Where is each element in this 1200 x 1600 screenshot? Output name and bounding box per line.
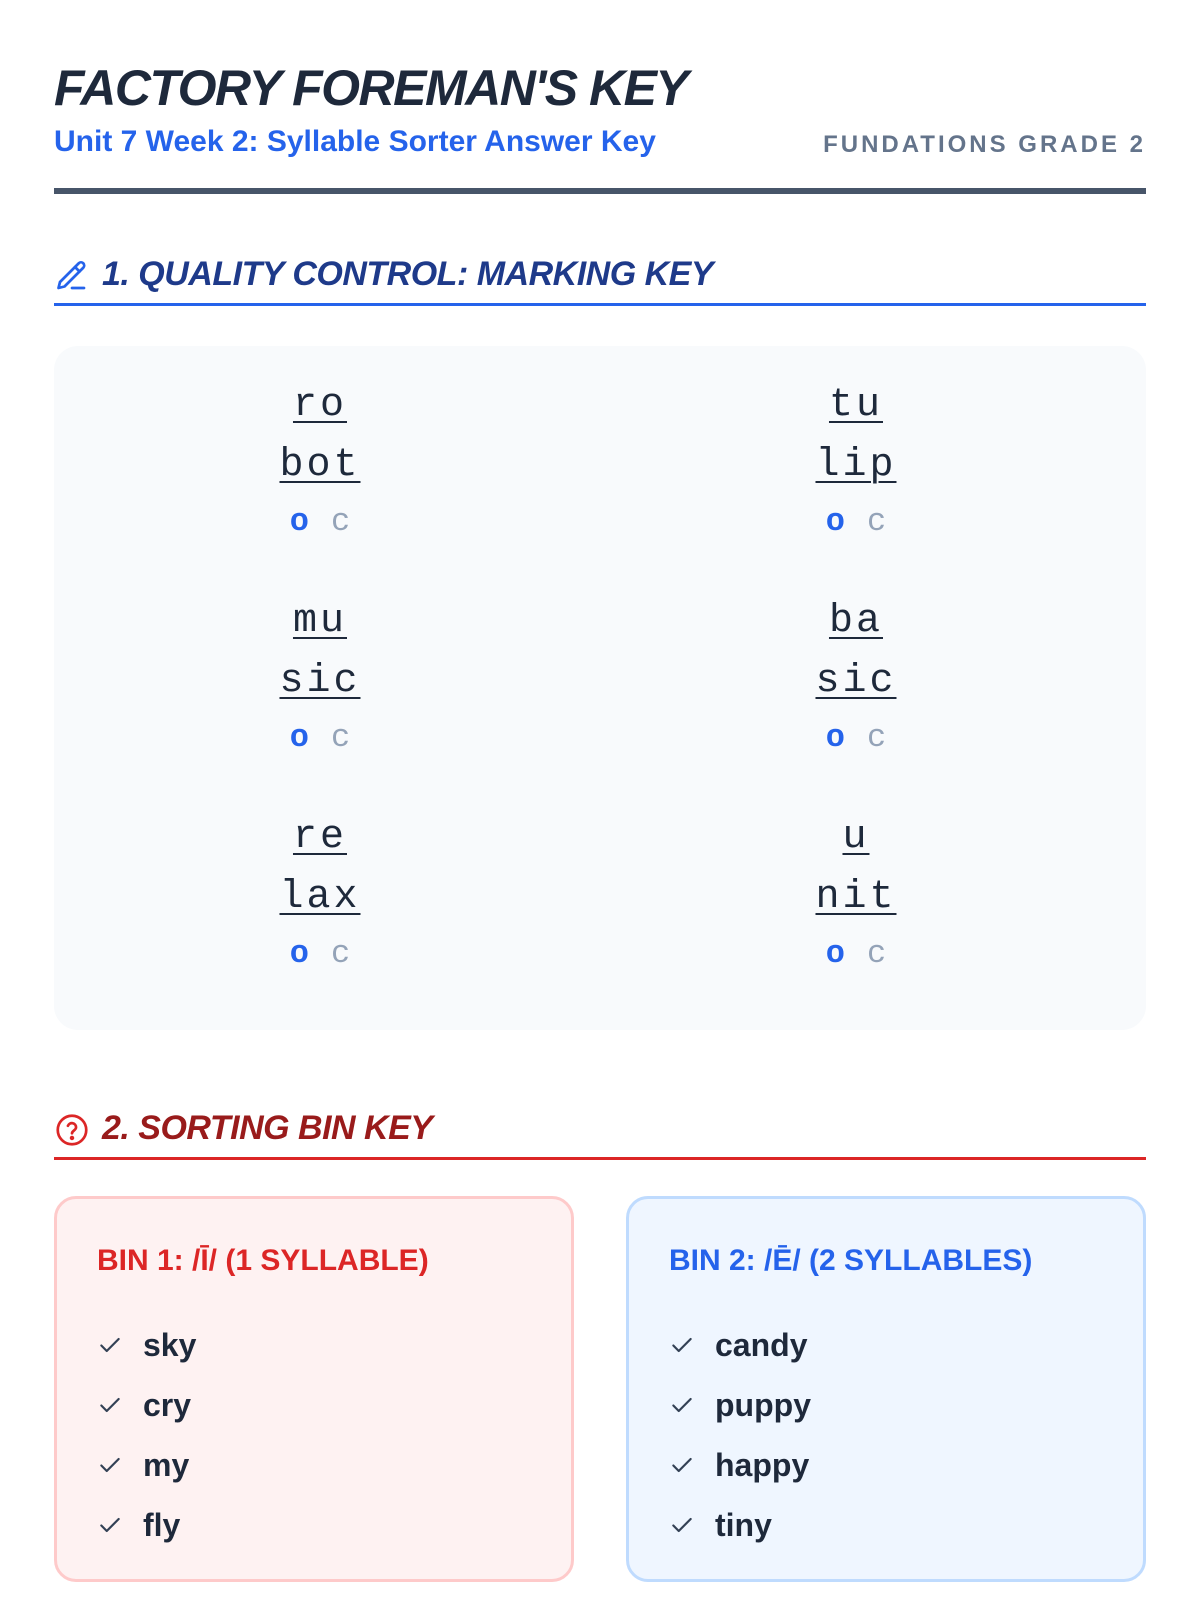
word-label: sky <box>143 1327 197 1363</box>
syllable-type-marks <box>220 502 420 542</box>
word-label: tiny <box>715 1507 772 1543</box>
syllable-type-marks <box>220 718 420 758</box>
open-mark: o <box>825 935 845 972</box>
answer-key-page <box>54 0 1146 1600</box>
closed-mark: c <box>867 503 887 540</box>
list-item <box>669 1495 811 1555</box>
syllable-type-marks <box>756 934 956 974</box>
bin-title: BIN 2: /Ē/ (2 SYLLABLES) <box>669 1244 1033 1277</box>
word-card <box>220 808 420 974</box>
word-label: happy <box>715 1447 810 1483</box>
syllable-type-marks <box>756 502 956 542</box>
word-card <box>220 376 420 542</box>
curriculum-label: FUNDATIONS GRADE 2 <box>823 131 1146 158</box>
syllable-1: ro <box>292 383 347 428</box>
closed-mark: c <box>331 719 351 756</box>
list-item <box>97 1495 196 1555</box>
word-card <box>756 376 956 542</box>
list-item <box>97 1435 196 1495</box>
syllable-1: re <box>292 815 347 860</box>
open-mark: o <box>825 719 845 756</box>
checkmark-icon <box>669 1392 695 1418</box>
open-mark: o <box>289 935 309 972</box>
word-label: candy <box>715 1327 808 1363</box>
syllable-type-marks <box>756 718 956 758</box>
syllable-2: bot <box>279 443 361 488</box>
checkmark-icon <box>669 1512 695 1538</box>
help-circle-icon <box>54 1112 90 1148</box>
word-card <box>756 808 956 974</box>
bin-1-card <box>54 1196 574 1582</box>
word-label: fly <box>143 1507 181 1543</box>
bin-2-card <box>626 1196 1146 1582</box>
checkmark-icon <box>97 1332 123 1358</box>
syllable-2: lip <box>815 443 897 488</box>
syllable-2: lax <box>279 875 361 920</box>
list-item <box>97 1315 196 1375</box>
syllable-2: sic <box>815 659 897 704</box>
syllable-1: mu <box>292 599 347 644</box>
pencil-icon <box>54 258 90 294</box>
syllable-2: sic <box>279 659 361 704</box>
list-item <box>669 1375 811 1435</box>
closed-mark: c <box>867 719 887 756</box>
open-mark: o <box>289 503 309 540</box>
open-mark: o <box>825 503 845 540</box>
checkmark-icon <box>669 1452 695 1478</box>
page-header <box>54 58 1146 194</box>
word-label: my <box>143 1447 190 1483</box>
section-sorting-bin-heading <box>54 1104 1146 1160</box>
syllable-1: tu <box>828 383 883 428</box>
bin-title: BIN 1: /Ī/ (1 SYLLABLE) <box>97 1244 429 1277</box>
word-label: cry <box>143 1387 192 1423</box>
section-quality-control-heading <box>54 250 1146 306</box>
syllable-1: u <box>842 815 870 860</box>
checkmark-icon <box>97 1452 123 1478</box>
open-mark: o <box>289 719 309 756</box>
syllable-type-marks <box>220 934 420 974</box>
syllable-2: nit <box>815 875 897 920</box>
word-label: puppy <box>715 1387 811 1423</box>
page-title: FACTORY FOREMAN'S KEY <box>54 60 688 116</box>
list-item <box>669 1435 811 1495</box>
section-title: 1. QUALITY CONTROL: MARKING KEY <box>102 255 713 293</box>
word-card <box>220 592 420 758</box>
checkmark-icon <box>669 1332 695 1358</box>
word-card <box>756 592 956 758</box>
list-item <box>97 1375 196 1435</box>
bin-word-list <box>669 1315 811 1555</box>
closed-mark: c <box>331 503 351 540</box>
checkmark-icon <box>97 1392 123 1418</box>
list-item <box>669 1315 811 1375</box>
page-subtitle: Unit 7 Week 2: Syllable Sorter Answer Key <box>54 125 656 158</box>
closed-mark: c <box>867 935 887 972</box>
bin-word-list <box>97 1315 196 1555</box>
closed-mark: c <box>331 935 351 972</box>
checkmark-icon <box>97 1512 123 1538</box>
marking-key-panel <box>54 346 1146 1030</box>
section-title: 2. SORTING BIN KEY <box>102 1109 433 1147</box>
syllable-1: ba <box>828 599 883 644</box>
